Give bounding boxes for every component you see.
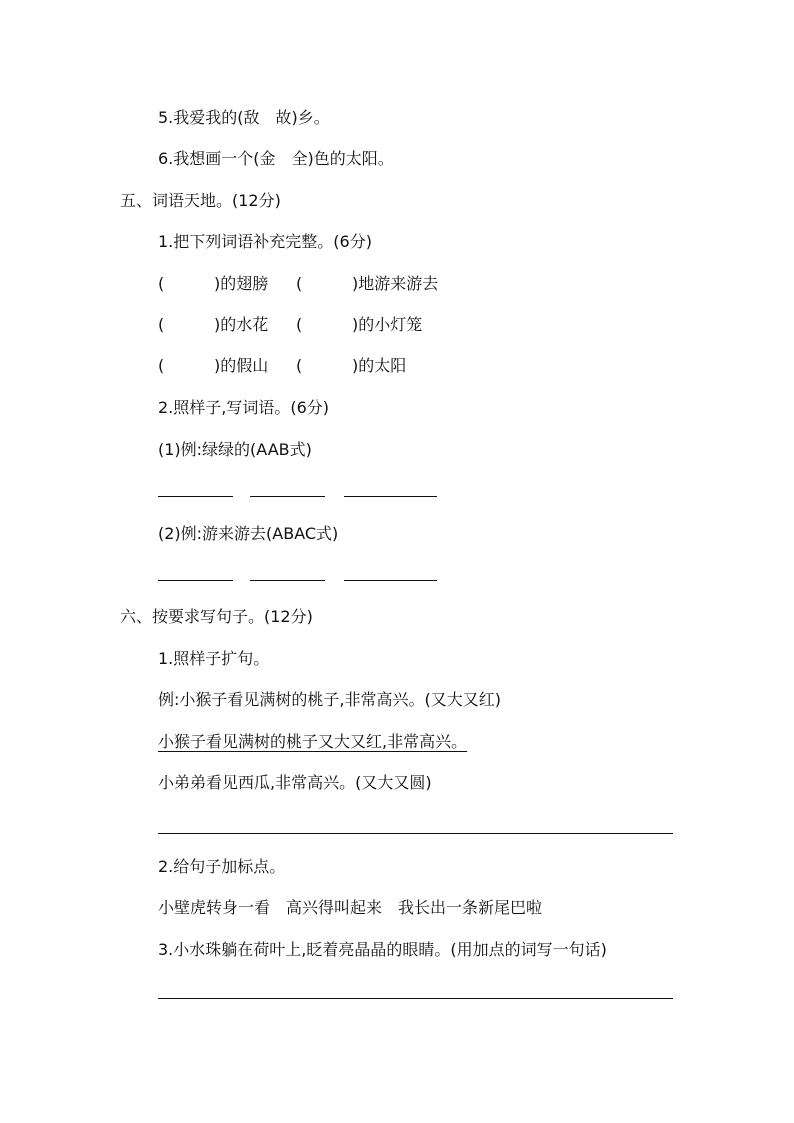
- answer-line[interactable]: [158, 833, 673, 834]
- section-6-q1-example-answer: 小猴子看见满树的桃子又大又红,非常高兴。: [158, 732, 468, 751]
- open-paren: (: [296, 356, 303, 375]
- word-suffix: )的水花: [214, 315, 269, 334]
- word-suffix: )地游来游去: [352, 274, 439, 293]
- open-paren: (: [158, 274, 165, 293]
- open-paren: (: [296, 274, 303, 293]
- section-5-q2-example-2: (2)例:游来游去(ABAC式): [158, 524, 339, 543]
- section-6-q1-task: 小弟弟看见西瓜,非常高兴。(又大又圆): [158, 773, 432, 792]
- answer-blank[interactable]: [250, 580, 325, 581]
- open-paren: (: [296, 315, 303, 334]
- item-5: 5.我爱我的(敌 故)乡。: [158, 108, 330, 127]
- word-suffix: )的翅膀: [214, 274, 269, 293]
- open-paren: (: [158, 356, 165, 375]
- section-6-q2-sentence: 小壁虎转身一看 高兴得叫起来 我长出一条新尾巴啦: [158, 898, 543, 917]
- answer-blank[interactable]: [158, 580, 233, 581]
- section-5-heading: 五、词语天地。(12分): [120, 191, 281, 210]
- answer-line[interactable]: [158, 998, 673, 999]
- section-6-q3-prompt: 3.小水珠躺在荷叶上,眨着亮晶晶的眼睛。(用加点的词写一句话): [158, 940, 607, 959]
- answer-blank[interactable]: [250, 496, 325, 497]
- section-5-q2-prompt: 2.照样子,写词语。(6分): [158, 398, 330, 417]
- word-row-2: [158, 315, 422, 335]
- section-6-q2-prompt: 2.给句子加标点。: [158, 857, 286, 876]
- word-row-1: [158, 274, 438, 294]
- open-paren: (: [158, 315, 165, 334]
- section-6-q1-prompt: 1.照样子扩句。: [158, 649, 270, 668]
- answer-blank[interactable]: [158, 496, 233, 497]
- word-row-3: [158, 356, 406, 376]
- word-suffix: )的太阳: [352, 356, 407, 375]
- section-5-q2-example-1: (1)例:绿绿的(AAB式): [158, 440, 312, 459]
- section-6-q1-example: 例:小猴子看见满树的桃子,非常高兴。(又大又红): [158, 690, 501, 709]
- section-5-q1-prompt: 1.把下列词语补充完整。(6分): [158, 232, 372, 251]
- word-suffix: )的小灯笼: [352, 315, 423, 334]
- item-6: 6.我想画一个(金 全)色的太阳。: [158, 149, 394, 168]
- word-suffix: )的假山: [214, 356, 269, 375]
- answer-blank[interactable]: [344, 496, 437, 497]
- answer-blank[interactable]: [344, 580, 437, 581]
- section-6-heading: 六、按要求写句子。(12分): [120, 607, 313, 626]
